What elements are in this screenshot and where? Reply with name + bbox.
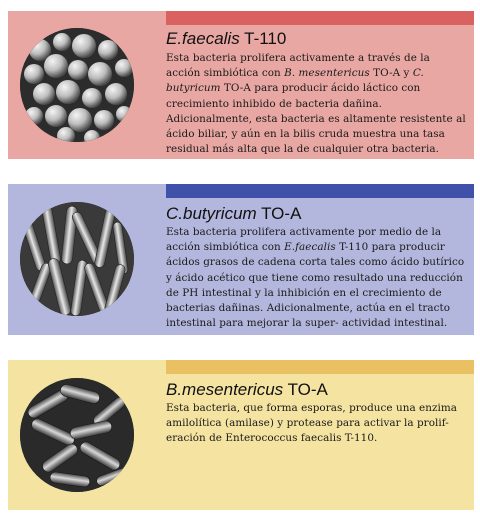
micrograph-image (20, 378, 134, 492)
desc-species-ref: E.faecalis (284, 241, 336, 254)
strain-code: TO-A (256, 204, 302, 223)
species-name: C.butyricum (166, 204, 257, 223)
desc-text: Esta bacteria prolifera activamente a través de la acción simbiótica con (166, 52, 430, 80)
desc-text: TO-A y (369, 67, 413, 80)
bacteria-card-efaecalis (8, 11, 474, 159)
micrograph-image (20, 202, 134, 316)
spore-bacteria-micrograph (20, 378, 134, 492)
card-description (166, 225, 466, 331)
cocci-bacteria-micrograph (20, 28, 134, 142)
desc-text: Esta bacteria prolifera activamente por medio de la acción simbiótica con (166, 226, 442, 254)
bacteria-card-cbutyricum (8, 184, 474, 335)
desc-species-ref: C. butyricum (166, 67, 424, 95)
card-title (166, 380, 328, 400)
desc-species-ref: B. mesentericus (284, 67, 370, 80)
accent-bar (166, 11, 474, 25)
card-title (166, 29, 286, 49)
accent-bar (166, 184, 474, 198)
desc-text: Esta bacteria, que forma esporas, produce una enzima amilolítica (amilase) y protease para activar la prolif- eración de Enterococcus faecalis T-110. (166, 402, 458, 445)
strain-code: T-110 (239, 29, 287, 48)
strain-code: TO-A (283, 380, 328, 399)
bacteria-card-bmesentericus (8, 360, 474, 510)
card-description (166, 401, 466, 447)
accent-bar (166, 360, 474, 374)
desc-text: T-110 para producir ácidos grasos de cadena corta tales como ácido butírico y ácido acético que tiene como resultado una reducción de PH intestinal y la inhibición en el crecimiento de bacterias dañinas. Adicionalmente, actúa en el tracto intestinal para mejorar la super- actividad intestinal. (166, 241, 465, 330)
card-description (166, 51, 466, 157)
desc-text: TO-A para producir ácido láctico con crecimiento inhibido de bacteria dañina. Adicionalmente, esta bacteria es altamente resistente al ácido biliar, y aún en la bilis cruda muestra una tasa residual más alta que la de cualquier otra bacteria. (166, 82, 466, 156)
card-title (166, 204, 301, 224)
species-name: E.faecalis (166, 29, 240, 48)
rod-bacteria-micrograph (20, 202, 134, 316)
species-name: B.mesentericus (166, 380, 284, 399)
micrograph-image (20, 28, 134, 142)
